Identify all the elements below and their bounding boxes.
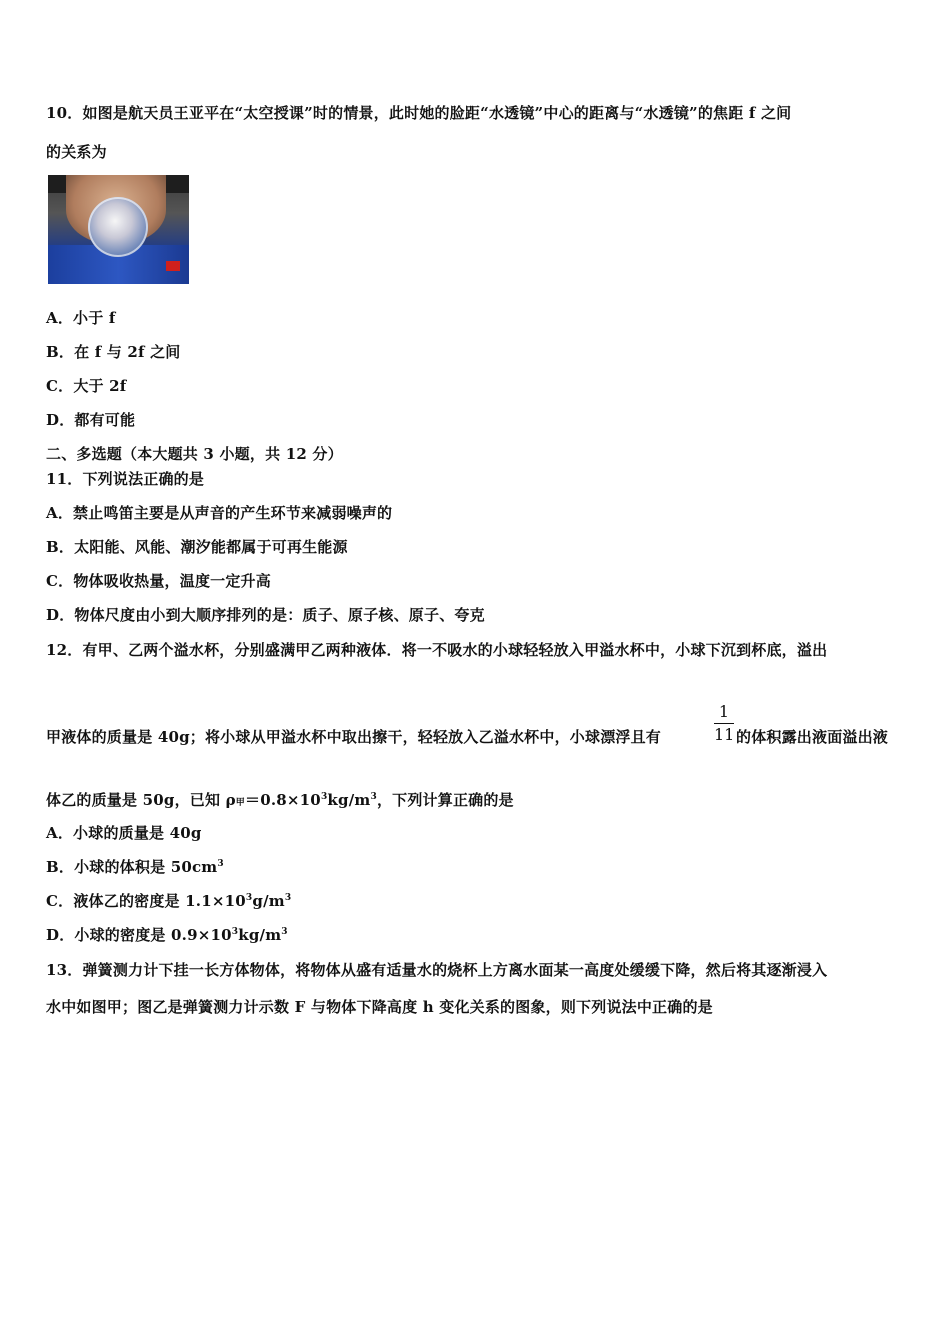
q11-option-a: A．禁止鸣笛主要是从声音的产生环节来减弱噪声的 xyxy=(46,504,393,522)
q12-line3-part-a: 体乙的质量是 50g，已知 ρ xyxy=(46,791,236,809)
q12-exp1: 3 xyxy=(320,792,328,802)
flag-icon xyxy=(166,261,180,271)
q12-option-b xyxy=(46,856,224,877)
q12-option-d-exp: 3 xyxy=(231,927,239,937)
q12-option-c-exp2: 3 xyxy=(284,893,292,903)
section2-heading: 二、多选题（本大题共 3 小题，共 12 分） xyxy=(46,445,343,463)
q12-option-d-unit: kg/m xyxy=(238,926,282,944)
q13-stem-line2: 水中如图甲；图乙是弹簧测力计示数 F 与物体下降高度 h 变化关系的图象，则下列说法中正确的是 xyxy=(46,998,713,1016)
q12-option-c xyxy=(46,890,291,911)
q11-option-c: C．物体吸收热量，温度一定升高 xyxy=(46,572,271,590)
q12-stem-line2a: 甲液体的质量是 40g；将小球从甲溢水杯中取出擦干，轻轻放入乙溢水杯中，小球漂浮且有 xyxy=(46,728,661,746)
q10-option-a: A．小于 f xyxy=(46,309,116,327)
fraction-denominator: 11 xyxy=(714,725,735,744)
q11-stem: 11．下列说法正确的是 xyxy=(46,470,205,488)
q12-rho-subscript: 甲 xyxy=(235,798,245,808)
q12-exp2: 3 xyxy=(370,792,377,802)
q13-stem-line1: 13．弹簧测力计下挂一长方体物体，将物体从盛有适量水的烧杯上方离水面某一高度处缓缓下降，然后将其逐渐浸入 xyxy=(46,961,828,979)
q12-line3-part-c: kg/m xyxy=(327,791,371,809)
q12-fraction xyxy=(714,702,734,745)
q10-stem-line1: 10．如图是航天员王亚平在“太空授课”时的情景，此时她的脸距“水透镜”中心的距离与“水透镜”的焦距 f 之间 xyxy=(46,104,792,122)
q12-option-b-exp: 3 xyxy=(217,859,224,869)
q12-option-d-exp2: 3 xyxy=(281,927,288,937)
q12-stem-line1: 12．有甲、乙两个溢水杯，分别盛满甲乙两种液体．将一不吸水的小球轻轻放入甲溢水杯中，小球下沉到杯底，溢出 xyxy=(46,641,828,659)
water-lens-ball xyxy=(88,197,148,257)
q10-option-b: B．在 f 与 2f 之间 xyxy=(46,343,181,361)
fraction-numerator: 1 xyxy=(718,702,730,721)
q12-option-c-unit: g/m xyxy=(252,892,285,910)
q12-stem-line2b: 的体积露出液面溢出液 xyxy=(736,728,889,746)
q12-option-b-text: B．小球的体积是 50cm xyxy=(46,858,218,876)
q12-option-a: A．小球的质量是 40g xyxy=(46,824,202,842)
q10-option-d: D．都有可能 xyxy=(46,411,136,429)
q12-option-d-text: D．小球的密度是 0.9×10 xyxy=(46,926,232,944)
fraction-bar xyxy=(714,723,734,724)
q12-line3-part-d: ，下列计算正确的是 xyxy=(376,791,514,809)
q12-option-c-exp: 3 xyxy=(245,893,253,903)
q11-option-b: B．太阳能、风能、潮汐能都属于可再生能源 xyxy=(46,538,348,556)
q12-line3-part-b: ＝0.8×10 xyxy=(245,791,321,809)
q11-option-d: D．物体尺度由小到大顺序排列的是：质子、原子核、原子、夸克 xyxy=(46,606,485,624)
astronaut-water-lens-photo xyxy=(48,175,189,284)
q12-option-d xyxy=(46,924,288,945)
q10-stem-line2: 的关系为 xyxy=(46,143,107,161)
q12-option-c-text: C．液体乙的密度是 1.1×10 xyxy=(46,892,246,910)
q10-option-c: C．大于 2f xyxy=(46,377,127,395)
q12-stem-line3 xyxy=(46,789,514,810)
